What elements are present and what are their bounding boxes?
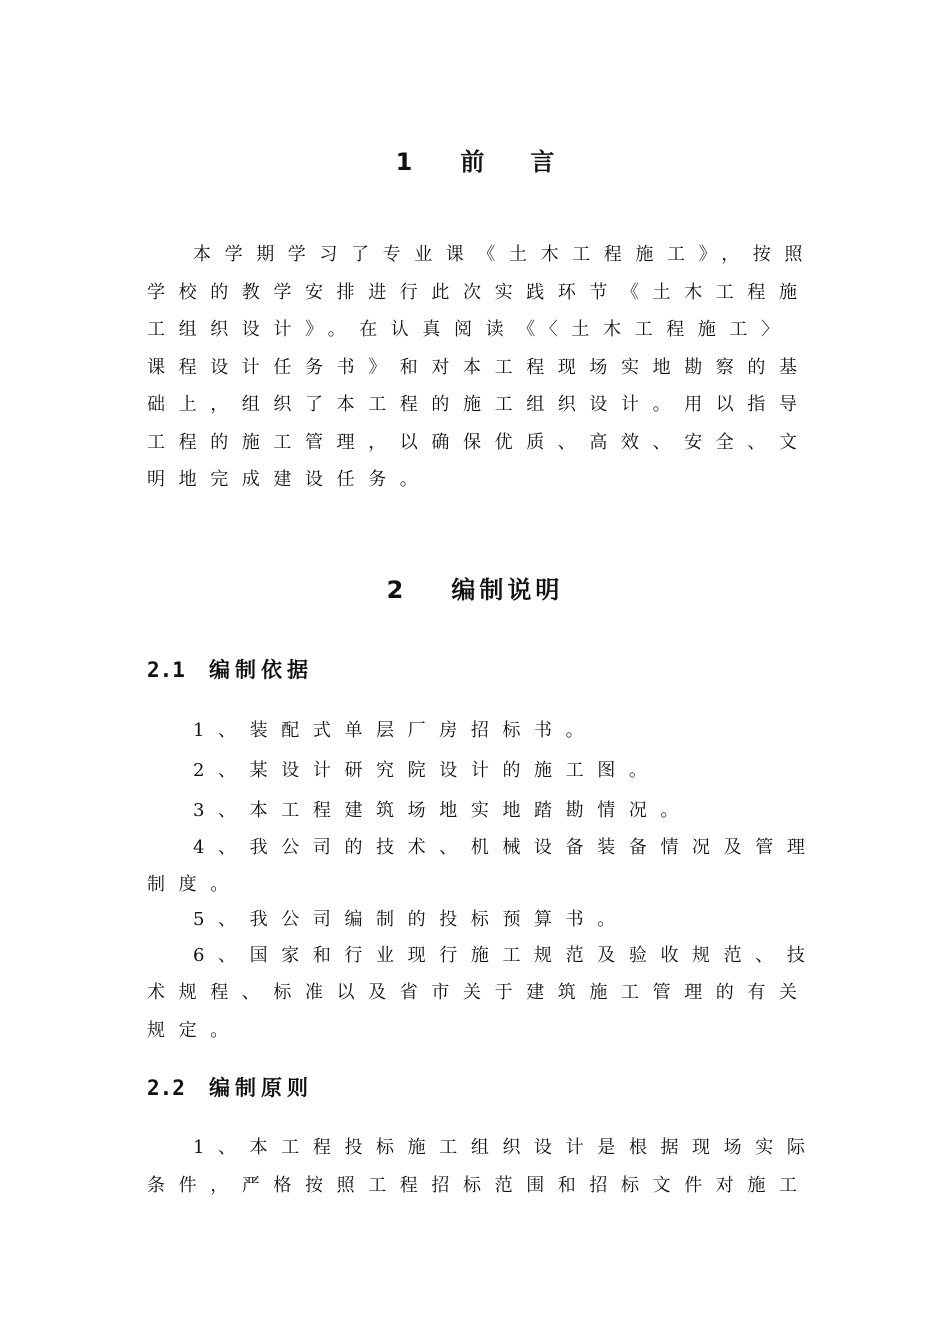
basis-item-continued: 术规程、标准以及省市关于建筑施工管理的有关 xyxy=(147,982,811,1003)
subsection-2-2-title: 编制原则 xyxy=(209,1076,313,1100)
section-2-number: 2 xyxy=(386,576,404,604)
preface-line: 明地完成建设任务。 xyxy=(147,469,432,490)
basis-item: 4、我公司的技术、机械设备装备情况及管理 xyxy=(193,837,819,858)
preface-line: 工组织设计》。在认真阅读《〈土木工程施工〉 xyxy=(147,319,793,340)
principle-item: 1、本工程投标施工组织设计是根据现场实际 xyxy=(193,1137,819,1158)
section-2-heading xyxy=(0,570,950,605)
subsection-2-1-title: 编制依据 xyxy=(209,658,313,682)
section-1-number: 1 xyxy=(395,148,413,176)
section-1-title: 前言 xyxy=(460,148,601,176)
subsection-2-2-number: 2.2 xyxy=(147,1076,185,1100)
basis-item: 6、国家和行业现行施工规范及验收规范、技 xyxy=(193,945,819,966)
section-2-title: 编制说明 xyxy=(451,576,564,604)
section-1-heading xyxy=(0,142,950,177)
principle-item-continued: 条件，严格按照工程招标范围和招标文件对施工 xyxy=(147,1175,811,1196)
basis-item: 3、本工程建筑场地实地踏勘情况。 xyxy=(193,800,693,821)
subsection-2-1-number: 2.1 xyxy=(147,658,185,682)
preface-line: 础上，组织了本工程的施工组织设计。用以指导 xyxy=(147,394,811,415)
preface-line: 课程设计任务书》和对本工程现场实地勘察的基 xyxy=(147,357,811,378)
subsection-2-2-heading xyxy=(147,1072,313,1102)
basis-item-continued: 制度。 xyxy=(147,874,242,895)
subsection-2-1-heading xyxy=(147,654,313,684)
preface-line: 学校的教学安排进行此次实践环节《土木工程施 xyxy=(147,282,811,303)
basis-item: 2、某设计研究院设计的施工图。 xyxy=(193,760,661,781)
preface-line: 工程的施工管理，以确保优质、高效、安全、文 xyxy=(147,432,811,453)
basis-item-continued: 规定。 xyxy=(147,1020,242,1041)
basis-item: 5、我公司编制的投标预算书。 xyxy=(193,909,629,930)
preface-line: 本学期学习了专业课《土木工程施工》，按照 xyxy=(193,244,816,265)
basis-item: 1、装配式单层厂房招标书。 xyxy=(193,720,598,741)
